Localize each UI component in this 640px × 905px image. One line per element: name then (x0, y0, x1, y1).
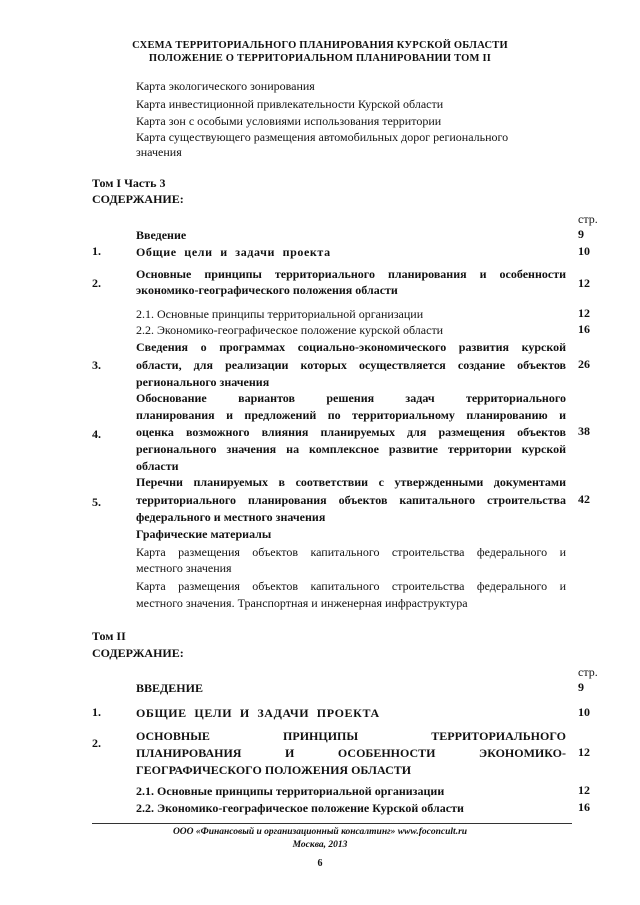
tom1-page-column-header: стр. (578, 212, 598, 226)
tom2-title: Том II (92, 629, 126, 643)
tom1-intro-label: Введение (136, 228, 187, 242)
tom2-item-number: 2. (92, 736, 101, 750)
tom1-item-text-line: Обоснование вариантов решения задач территориального (136, 391, 566, 405)
tom1-title: Том I Часть 3 (92, 176, 166, 190)
tom1-intro-page: 9 (578, 227, 584, 241)
tom1-item-text-line: Перечни планируемых в соответствии с утвержденными документами (136, 475, 566, 489)
maps-list-item: Карта инвестиционной привлекательности Курской области (136, 97, 444, 111)
footer-divider (92, 823, 572, 824)
tom2-subitem-text: 2.1. Основные принципы территориальной организации (136, 784, 445, 798)
tom1-item-page: 42 (578, 492, 590, 506)
tom1-item-text-line: области, для реализации которых осуществляется создание объектов (136, 358, 566, 372)
tom1-item-text-line: Сведения о программах социально-экономического развития курской (136, 340, 566, 354)
footer-company: ООО «Финансовый и организационный консалтинг» www.foconcult.ru (172, 827, 468, 837)
tom2-item-text-line: ГЕОГРАФИЧЕСКОГО ПОЛОЖЕНИЯ ОБЛАСТИ (136, 763, 412, 777)
footer-city: Москва, 2013 (292, 840, 348, 850)
tom2-subitem-page: 12 (578, 783, 590, 797)
tom2-contents-label: СОДЕРЖАНИЕ: (92, 646, 184, 660)
tom1-subitem-page: 16 (578, 322, 590, 336)
maps-list-item: значения (136, 145, 182, 159)
maps-list-item: Карта существующего размещения автомобильных дорог регионального (136, 130, 509, 144)
tom2-item-page: 10 (578, 705, 590, 719)
tom1-item-text-line: Основные принципы территориального планирования и особенности (136, 267, 566, 281)
tom2-item-text-line: ОСНОВНЫЕ ПРИНЦИПЫ ТЕРРИТОРИАЛЬНОГО (136, 729, 566, 743)
tom1-graphics-item-line: местного значения (136, 561, 232, 575)
tom1-item-number: 3. (92, 358, 101, 372)
tom2-subitem-text: 2.2. Экономико-географическое положение Курской области (136, 801, 464, 815)
tom1-item-text-line: оценка возможного влияния планируемых для размещения объектов (136, 425, 566, 439)
tom2-item-number: 1. (92, 705, 101, 719)
tom1-subitem-text: 2.2. Экономико-географическое положение курской области (136, 323, 444, 337)
document-header-title: СХЕМА ТЕРРИТОРИАЛЬНОГО ПЛАНИРОВАНИЯ КУРСКОЙ ОБЛАСТИ (132, 40, 508, 51)
tom1-item-number: 4. (92, 427, 101, 441)
tom1-subitem-text: 2.1. Основные принципы территориальной организации (136, 307, 424, 321)
tom1-item-page: 12 (578, 276, 590, 290)
tom1-item-text: Общие цели и задачи проекта (136, 245, 331, 259)
tom1-graphics-item-line: Карта размещения объектов капитального строительства федерального и (136, 545, 566, 559)
tom2-subitem-page: 16 (578, 800, 590, 814)
tom1-item-page: 10 (578, 244, 590, 258)
tom1-item-text-line: экономико-географического положения области (136, 283, 398, 297)
tom1-item-text-line: области (136, 459, 179, 473)
tom1-graphics-label: Графические материалы (136, 527, 272, 541)
page-number: 6 (317, 858, 323, 869)
tom1-item-text-line: регионального значения на комплексное развитие территории курской (136, 442, 566, 456)
tom1-subitem-page: 12 (578, 306, 590, 320)
tom1-item-text-line: регионального значения (136, 375, 270, 389)
tom1-item-number: 1. (92, 244, 101, 258)
maps-list-item: Карта экологического зонирования (136, 79, 315, 93)
tom1-item-number: 2. (92, 276, 101, 290)
tom2-item-page: 12 (578, 745, 590, 759)
tom1-item-page: 26 (578, 357, 590, 371)
tom2-intro-label: ВВЕДЕНИЕ (136, 681, 203, 695)
tom1-item-text-line: федерального и местного значения (136, 510, 326, 524)
tom1-item-page: 38 (578, 424, 590, 438)
tom1-item-text-line: планирования и предложений по территориальному планированию и (136, 408, 566, 422)
maps-list-item: Карта зон с особыми условиями использования территории (136, 114, 442, 128)
tom1-graphics-item-line: Карта размещения объектов капитального строительства федерального и (136, 579, 566, 593)
tom1-graphics-item-line: местного значения. Транспортная и инженерная инфраструктура (136, 596, 468, 610)
tom2-item-text-line: ПЛАНИРОВАНИЯ И ОСОБЕННОСТИ ЭКОНОМИКО- (136, 746, 566, 760)
tom1-item-text-line: территориального планирования объектов капитального строительства (136, 493, 566, 507)
document-header-subtitle: ПОЛОЖЕНИЕ О ТЕРРИТОРИАЛЬНОМ ПЛАНИРОВАНИИ ТОМ II (148, 53, 492, 64)
tom1-item-number: 5. (92, 495, 101, 509)
tom1-contents-label: СОДЕРЖАНИЕ: (92, 192, 184, 206)
tom2-item-text: ОБЩИЕ ЦЕЛИ И ЗАДАЧИ ПРОЕКТА (136, 706, 380, 720)
tom2-intro-page: 9 (578, 680, 584, 694)
tom2-page-column-header: стр. (578, 665, 598, 679)
